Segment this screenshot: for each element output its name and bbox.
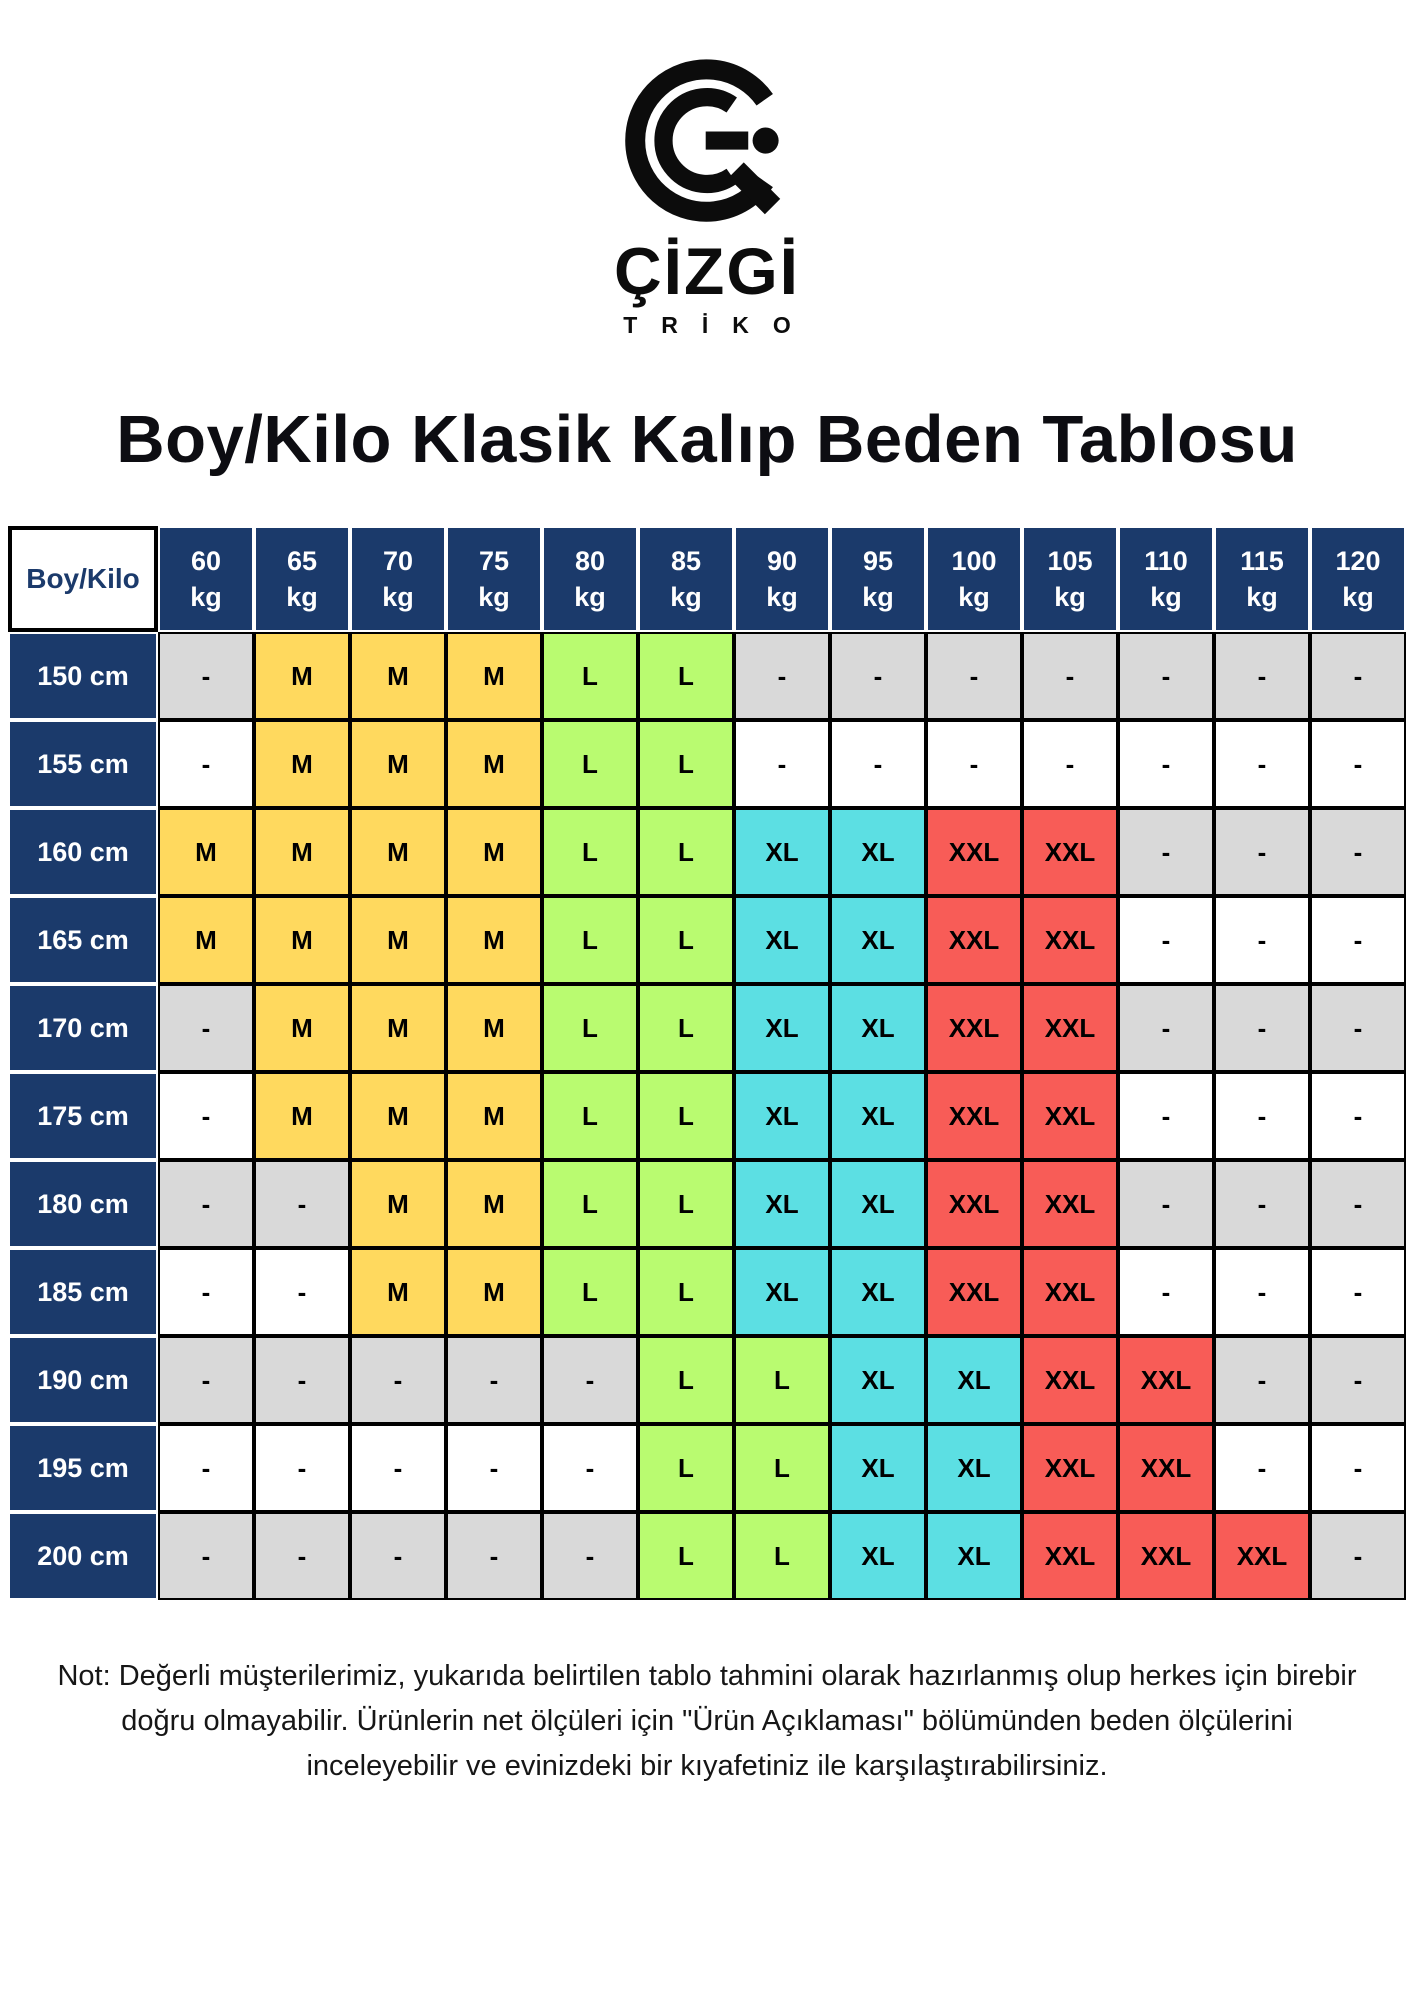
- weight-header-110kg: 110 kg: [1118, 526, 1214, 632]
- brand-header: [0, 0, 1414, 337]
- size-cell: M: [254, 808, 350, 896]
- size-cell: -: [1214, 1248, 1310, 1336]
- size-cell: -: [1310, 808, 1406, 896]
- size-cell: -: [1022, 720, 1118, 808]
- weight-header-85kg: 85 kg: [638, 526, 734, 632]
- size-cell: -: [542, 1424, 638, 1512]
- size-cell: XL: [830, 1512, 926, 1600]
- size-cell: L: [638, 1424, 734, 1512]
- size-cell: XXL: [1022, 896, 1118, 984]
- size-cell: -: [1118, 1072, 1214, 1160]
- page-title: Boy/Kilo Klasik Kalıp Beden Tablosu: [116, 402, 1298, 477]
- size-cell: -: [1310, 1072, 1406, 1160]
- size-cell: -: [158, 632, 254, 720]
- height-header-195cm: 195 cm: [8, 1424, 158, 1512]
- size-cell: -: [1310, 1248, 1406, 1336]
- size-cell: XXL: [926, 808, 1022, 896]
- size-cell: -: [254, 1160, 350, 1248]
- size-cell: -: [158, 1424, 254, 1512]
- size-cell: -: [734, 632, 830, 720]
- size-cell: XL: [734, 808, 830, 896]
- size-cell: -: [350, 1424, 446, 1512]
- weight-header-65kg: 65 kg: [254, 526, 350, 632]
- size-cell: -: [254, 1512, 350, 1600]
- size-cell: M: [446, 1248, 542, 1336]
- size-cell: -: [1022, 632, 1118, 720]
- weight-header-100kg: 100 kg: [926, 526, 1022, 632]
- size-cell: -: [1118, 1160, 1214, 1248]
- size-cell: -: [1310, 632, 1406, 720]
- size-cell: XXL: [1022, 1424, 1118, 1512]
- height-header-150cm: 150 cm: [8, 632, 158, 720]
- size-cell: -: [446, 1512, 542, 1600]
- cizgi-g-monogram-icon: [618, 48, 796, 234]
- size-cell: XXL: [926, 1160, 1022, 1248]
- size-cell: -: [158, 1512, 254, 1600]
- size-cell: -: [158, 720, 254, 808]
- size-cell: L: [638, 720, 734, 808]
- size-cell: -: [1214, 896, 1310, 984]
- size-cell: -: [254, 1248, 350, 1336]
- note-text: Not: Değerli müşterilerimiz, yukarıda belirtilen tablo tahmini olarak hazırlanmış olup herkes için birebir doğru olmayabilir. Ürünlerin net ölçüleri için "Ürün Açıklaması" bölümünden beden ölçülerini inceleyebilir ve evinizdeki bir kıyafetiniz ile karşılaştırabilirsiniz.: [57, 1660, 1357, 1782]
- size-cell: L: [638, 1160, 734, 1248]
- weight-header-105kg: 105 kg: [1022, 526, 1118, 632]
- size-cell: XL: [830, 1424, 926, 1512]
- weight-header-70kg: 70 kg: [350, 526, 446, 632]
- size-cell: -: [1214, 720, 1310, 808]
- size-cell: -: [446, 1336, 542, 1424]
- size-cell: XXL: [1214, 1512, 1310, 1600]
- weight-header-115kg: 115 kg: [1214, 526, 1310, 632]
- size-cell: XXL: [1118, 1512, 1214, 1600]
- size-cell: L: [542, 632, 638, 720]
- size-cell: XXL: [926, 984, 1022, 1072]
- size-cell: XXL: [1022, 808, 1118, 896]
- size-cell: XL: [830, 1160, 926, 1248]
- height-header-155cm: 155 cm: [8, 720, 158, 808]
- size-cell: L: [542, 1072, 638, 1160]
- size-cell: M: [350, 896, 446, 984]
- size-cell: XL: [926, 1512, 1022, 1600]
- size-cell: -: [1310, 1160, 1406, 1248]
- size-cell: -: [1214, 808, 1310, 896]
- height-header-200cm: 200 cm: [8, 1512, 158, 1600]
- size-cell: L: [638, 1248, 734, 1336]
- size-cell: -: [926, 720, 1022, 808]
- size-table: [8, 526, 1406, 1600]
- size-cell: M: [254, 720, 350, 808]
- size-cell: M: [350, 1160, 446, 1248]
- size-cell: XXL: [1022, 1512, 1118, 1600]
- size-cell: -: [830, 720, 926, 808]
- size-cell: M: [446, 632, 542, 720]
- size-cell: XXL: [926, 1248, 1022, 1336]
- size-cell: M: [446, 896, 542, 984]
- height-header-185cm: 185 cm: [8, 1248, 158, 1336]
- size-cell: XXL: [926, 896, 1022, 984]
- brand-subtitle: TRİKO: [623, 312, 815, 338]
- size-cell: -: [446, 1424, 542, 1512]
- size-cell: L: [542, 1248, 638, 1336]
- size-cell: -: [542, 1512, 638, 1600]
- size-cell: XL: [926, 1424, 1022, 1512]
- weight-header-120kg: 120 kg: [1310, 526, 1406, 632]
- size-cell: L: [734, 1424, 830, 1512]
- size-cell: XL: [830, 808, 926, 896]
- size-cell: -: [350, 1512, 446, 1600]
- corner-cell: Boy/Kilo: [8, 526, 158, 632]
- size-cell: -: [1310, 720, 1406, 808]
- size-cell: L: [734, 1512, 830, 1600]
- weight-header-80kg: 80 kg: [542, 526, 638, 632]
- size-cell: L: [542, 720, 638, 808]
- size-cell: L: [542, 808, 638, 896]
- size-cell: -: [350, 1336, 446, 1424]
- size-cell: XL: [734, 896, 830, 984]
- size-cell: -: [1214, 984, 1310, 1072]
- weight-header-75kg: 75 kg: [446, 526, 542, 632]
- size-cell: -: [1118, 1248, 1214, 1336]
- size-cell: M: [350, 1248, 446, 1336]
- size-cell: -: [1310, 1336, 1406, 1424]
- size-cell: -: [1214, 1072, 1310, 1160]
- size-cell: -: [734, 720, 830, 808]
- size-cell: -: [1310, 984, 1406, 1072]
- size-cell: XXL: [1022, 1160, 1118, 1248]
- size-cell: -: [926, 632, 1022, 720]
- size-cell: XL: [830, 1248, 926, 1336]
- size-cell: -: [158, 1160, 254, 1248]
- size-cell: L: [638, 1512, 734, 1600]
- size-cell: XL: [830, 984, 926, 1072]
- size-cell: -: [1118, 984, 1214, 1072]
- size-cell: -: [158, 1248, 254, 1336]
- size-cell: -: [254, 1424, 350, 1512]
- size-cell: M: [158, 808, 254, 896]
- size-cell: -: [1118, 896, 1214, 984]
- size-cell: M: [350, 632, 446, 720]
- size-cell: XL: [734, 1160, 830, 1248]
- size-cell: -: [1214, 632, 1310, 720]
- size-cell: -: [1310, 1424, 1406, 1512]
- height-header-180cm: 180 cm: [8, 1160, 158, 1248]
- size-cell: M: [350, 1072, 446, 1160]
- size-cell: -: [1214, 1424, 1310, 1512]
- height-header-160cm: 160 cm: [8, 808, 158, 896]
- size-cell: XL: [734, 1072, 830, 1160]
- size-cell: -: [542, 1336, 638, 1424]
- size-cell: L: [638, 896, 734, 984]
- size-cell: M: [446, 984, 542, 1072]
- size-cell: -: [254, 1336, 350, 1424]
- size-cell: M: [254, 1072, 350, 1160]
- size-cell: L: [542, 896, 638, 984]
- size-cell: XL: [830, 896, 926, 984]
- size-cell: M: [446, 720, 542, 808]
- size-cell: M: [254, 632, 350, 720]
- size-cell: -: [1118, 720, 1214, 808]
- size-cell: M: [350, 808, 446, 896]
- size-cell: XXL: [1022, 1336, 1118, 1424]
- size-cell: L: [638, 808, 734, 896]
- size-cell: M: [446, 808, 542, 896]
- size-cell: XXL: [1022, 1248, 1118, 1336]
- size-cell: M: [446, 1072, 542, 1160]
- size-cell: M: [158, 896, 254, 984]
- size-cell: -: [158, 1336, 254, 1424]
- size-cell: XXL: [926, 1072, 1022, 1160]
- size-cell: XL: [830, 1336, 926, 1424]
- size-cell: M: [350, 984, 446, 1072]
- size-cell: L: [638, 984, 734, 1072]
- size-cell: -: [1310, 896, 1406, 984]
- size-cell: -: [1214, 1336, 1310, 1424]
- weight-header-95kg: 95 kg: [830, 526, 926, 632]
- size-cell: -: [1118, 632, 1214, 720]
- size-cell: -: [1214, 1160, 1310, 1248]
- size-cell: L: [542, 1160, 638, 1248]
- size-cell: M: [350, 720, 446, 808]
- height-header-175cm: 175 cm: [8, 1072, 158, 1160]
- size-cell: M: [254, 984, 350, 1072]
- size-cell: L: [638, 632, 734, 720]
- size-cell: XL: [734, 1248, 830, 1336]
- size-cell: L: [734, 1336, 830, 1424]
- size-cell: L: [542, 984, 638, 1072]
- size-cell: XL: [734, 984, 830, 1072]
- brand-name: ÇİZGİ: [614, 234, 800, 308]
- size-cell: XXL: [1022, 984, 1118, 1072]
- size-cell: M: [254, 896, 350, 984]
- size-cell: -: [1118, 808, 1214, 896]
- size-cell: XXL: [1118, 1336, 1214, 1424]
- size-cell: XL: [830, 1072, 926, 1160]
- size-cell: -: [1310, 1512, 1406, 1600]
- weight-header-60kg: 60 kg: [158, 526, 254, 632]
- size-cell: -: [158, 984, 254, 1072]
- size-cell: XL: [926, 1336, 1022, 1424]
- weight-header-90kg: 90 kg: [734, 526, 830, 632]
- height-header-170cm: 170 cm: [8, 984, 158, 1072]
- height-header-190cm: 190 cm: [8, 1336, 158, 1424]
- size-cell: -: [830, 632, 926, 720]
- size-cell: L: [638, 1336, 734, 1424]
- size-cell: XXL: [1022, 1072, 1118, 1160]
- size-cell: M: [446, 1160, 542, 1248]
- size-cell: -: [158, 1072, 254, 1160]
- size-cell: L: [638, 1072, 734, 1160]
- height-header-165cm: 165 cm: [8, 896, 158, 984]
- size-cell: XXL: [1118, 1424, 1214, 1512]
